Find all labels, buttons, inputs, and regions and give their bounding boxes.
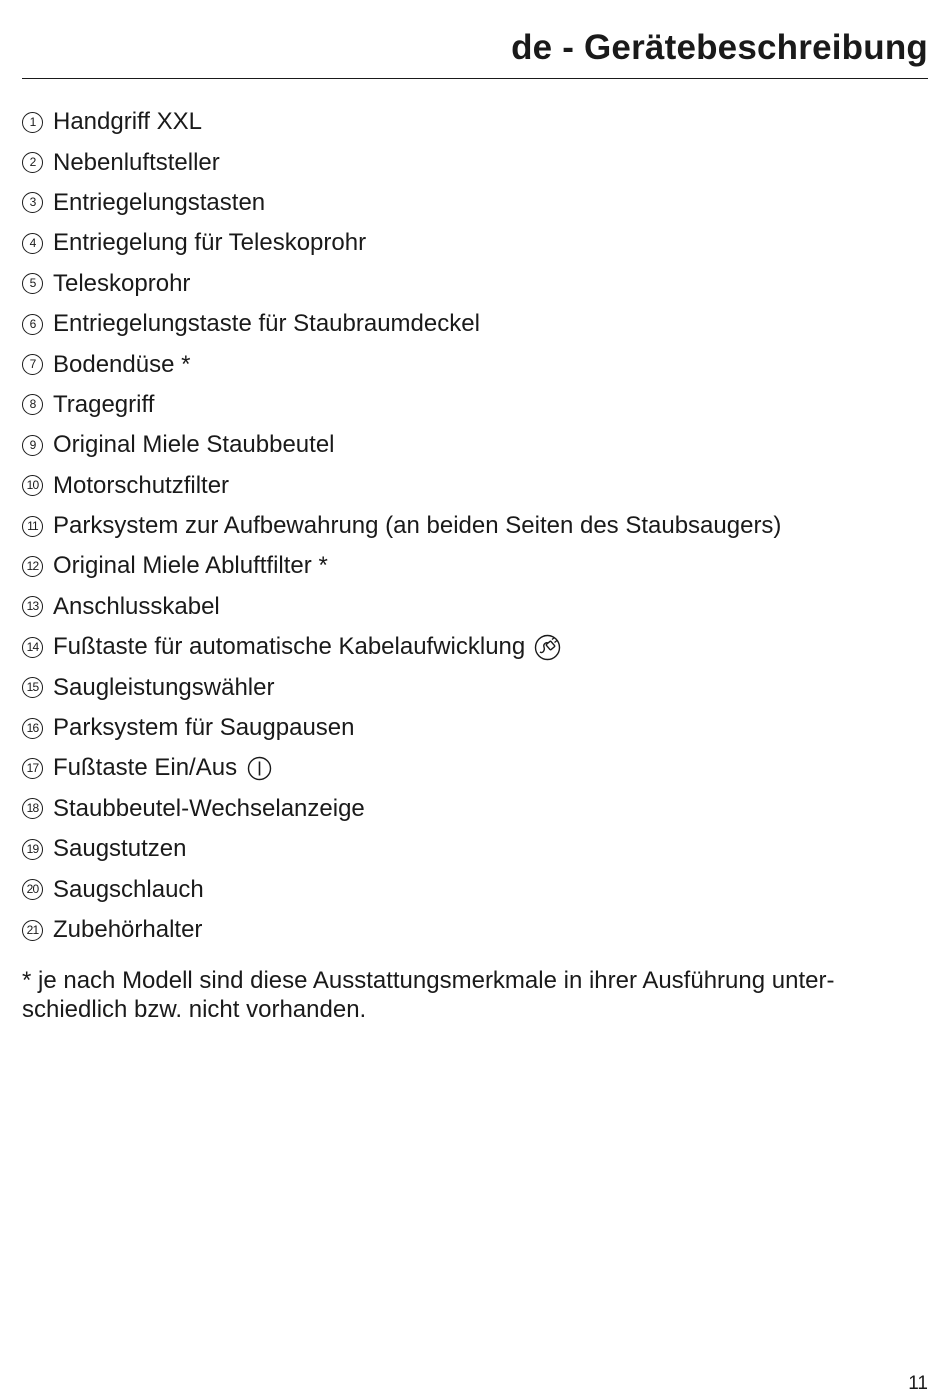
item-label: Entriegelungstaste für Staubraumdeckel <box>53 310 480 338</box>
legend-item <box>22 183 781 223</box>
item-number-badge: 3 <box>22 192 43 213</box>
legend-item <box>22 667 781 707</box>
item-label: Saugstutzen <box>53 835 187 863</box>
legend-item <box>22 304 781 344</box>
footnote-line-1: * je nach Modell sind diese Ausstattungsmerkmale in ihrer Ausführung unter- <box>22 967 835 994</box>
legend-item <box>22 910 781 950</box>
item-number-badge: 11 <box>22 516 43 537</box>
item-label: Nebenluftsteller <box>53 148 220 176</box>
item-label: Fußtaste Ein/Aus <box>53 754 238 782</box>
item-label: Bodendüse * <box>53 350 191 378</box>
legend-item <box>22 587 781 627</box>
item-number-badge: 10 <box>22 475 43 496</box>
page-title: de - Gerätebeschreibung <box>511 28 928 67</box>
item-label: Fußtaste für automatische Kabelaufwicklung <box>53 633 526 661</box>
item-label: Entriegelung für Teleskoprohr <box>53 229 367 257</box>
item-label: Original Miele Abluftfilter * <box>53 552 328 580</box>
legend-item <box>22 142 781 182</box>
item-number-badge: 20 <box>22 879 43 900</box>
power-icon <box>246 755 273 782</box>
legend-item <box>22 627 781 667</box>
item-number-badge: 9 <box>22 435 43 456</box>
legend-item <box>22 708 781 748</box>
item-number-badge: 17 <box>22 758 43 779</box>
item-number-badge: 19 <box>22 839 43 860</box>
item-number-badge: 14 <box>22 637 43 658</box>
item-label: Parksystem für Saugpausen <box>53 714 355 742</box>
item-number-badge: 5 <box>22 273 43 294</box>
item-number-badge: 2 <box>22 152 43 173</box>
legend-item <box>22 425 781 465</box>
cable-rewind-icon <box>534 634 561 661</box>
component-legend <box>22 102 781 950</box>
legend-item <box>22 264 781 304</box>
item-label: Zubehörhalter <box>53 916 203 943</box>
item-number-badge: 16 <box>22 718 43 739</box>
legend-item <box>22 506 781 546</box>
legend-item <box>22 748 781 788</box>
item-label: Entriegelungstasten <box>53 188 266 216</box>
item-label: Parksystem zur Aufbewahrung (an beiden Seiten des Staubsaugers) <box>53 512 782 540</box>
item-number-badge: 6 <box>22 314 43 335</box>
item-number-badge: 1 <box>22 112 43 133</box>
legend-item <box>22 223 781 263</box>
item-number-badge: 4 <box>22 233 43 254</box>
item-label: Motorschutzfilter <box>53 471 230 499</box>
legend-item <box>22 789 781 829</box>
legend-item <box>22 829 781 869</box>
item-label: Teleskoprohr <box>53 269 191 297</box>
header-divider <box>22 78 928 79</box>
item-label: Saugschlauch <box>53 875 204 903</box>
item-number-badge: 18 <box>22 798 43 819</box>
footnote-line-2: schiedlich bzw. nicht vorhanden. <box>22 996 367 1023</box>
item-label: Saugleistungswähler <box>53 673 275 701</box>
item-label: Staubbeutel-Wechselanzeige <box>53 794 365 822</box>
footnote <box>22 966 902 1024</box>
legend-item <box>22 546 781 586</box>
legend-item <box>22 466 781 506</box>
legend-item <box>22 344 781 384</box>
legend-item <box>22 869 781 909</box>
item-number-badge: 13 <box>22 596 43 617</box>
legend-item <box>22 102 781 142</box>
item-number-badge: 15 <box>22 677 43 698</box>
item-label: Tragegriff <box>53 390 155 418</box>
page-number: 11 <box>908 1373 928 1394</box>
item-number-badge: 8 <box>22 394 43 415</box>
item-label: Original Miele Staubbeutel <box>53 431 335 459</box>
item-label: Anschlusskabel <box>53 592 220 620</box>
legend-item <box>22 385 781 425</box>
item-number-badge: 21 <box>22 920 43 941</box>
item-number-badge: 12 <box>22 556 43 577</box>
item-number-badge: 7 <box>22 354 43 375</box>
item-label: Handgriff XXL <box>53 108 202 136</box>
